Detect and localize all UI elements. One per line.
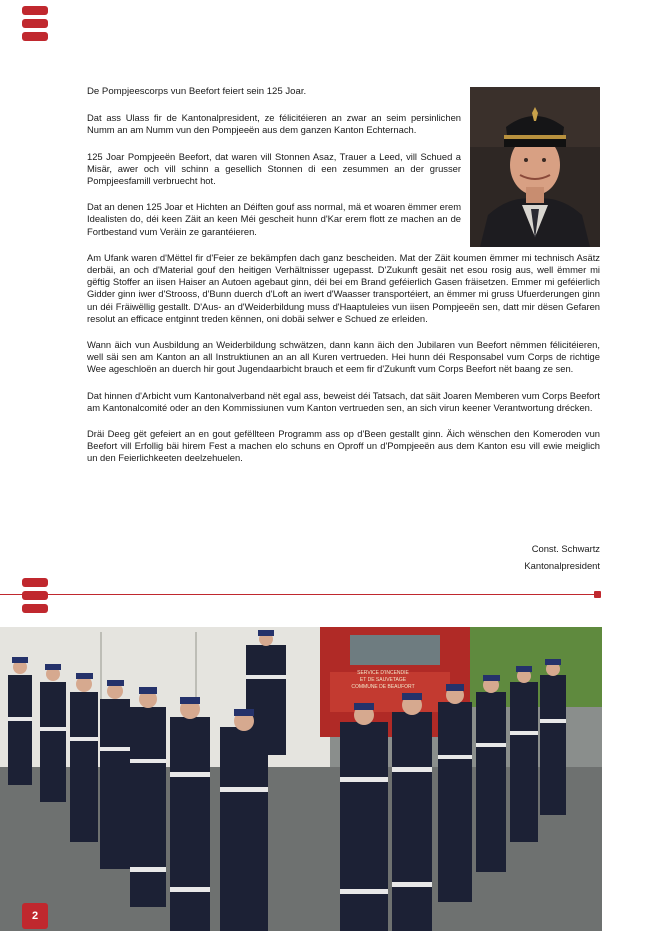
fire-brigade-group-photo — [0, 627, 602, 931]
signature-name: Const. Schwartz — [531, 543, 600, 554]
paragraph-3: Dat an denen 125 Joar et Hichten an Déiften gouf ass normal, mä et woaren ëmmer erem Idealisten do, déi keen Zäit an keen Méi gescheit hunn d'Kar erem flott ze machen an de Fortbestand vum Veräin ze garantéieren. — [87, 201, 461, 237]
paragraph-7: Dräi Deeg gët gefeiert an en gout gefëllteen Programm ass op d'Been gestallt ginn. Äich wënschen den Komeroden vun Beefort vill Erfollig bäi hirem Fest a machen elo schuns en Oproff un d'Pompjeeën aus dem Kanton esu vill ewie meiglich un den Feierlichkeeten deelzehuelen. — [87, 428, 600, 464]
paragraph-1: Dat ass Ulass fir de Kantonalpresident, ze félicitéieren an zwar an seim persinlichen Numm an am Numm vun den Pompjeeën aus dem ganzen Kanton Echternach. — [87, 112, 461, 136]
president-portrait-photo — [470, 87, 600, 247]
page-number: 2 — [22, 903, 48, 929]
truck-text-2: ET DE SAUVETAGE — [359, 677, 407, 683]
paragraph-4: Am Ufank waren d'Mëttel fir d'Feier ze bekämpfen dach ganz bescheiden. Mat der Zäit koumen ëmmer mi technisch Asätz derbäi, an och d'Material gouf den heitigen Verhältnisser ugepasst. D'Zukunft gesäit net esou rosig aus, well ëmmer mi gëftig Stoffer an iisen Haiser an Autoen agebaut ginn, déi bei em Brand geféierlich Gasen fräisetzen. Emmer mi geféierlich Gidder ginn iwer d'Strooss, d'Bunn duerch d'Loft an iwert d'Waasser transportéiert, an ëmmer mi gruss Ufuerderungen ginn un déi Fräiwëllig gestallt. D'Aus- an d'Weiderbildung muss d'Haaptuleies vun iisen Pompjeeën sen, datt mir dësen Gefaren resolut an efficace entginnt treden kënnen, oni dobäi selwer e Schued ze erleiden. — [87, 251, 600, 324]
truck-text-1: SERVICE D'INCENDIE — [357, 670, 409, 676]
section-mark — [22, 578, 48, 617]
page-corner-mark — [22, 6, 48, 45]
paragraph-2: 125 Joar Pompjeeën Beefort, dat waren vill Stonnen Asaz, Trauer a Leed, vill Schued a Misär, awer och vill schinn a gesellich Stonnen di een zesummen an der grusser Pompjeesfamill verbruecht hot. — [87, 150, 461, 187]
truck-text-3: COMMUNE DE BEAUFORT — [351, 684, 415, 690]
section-divider — [0, 594, 598, 595]
divider-end-dot — [594, 591, 601, 598]
signature-title: Kantonalpresident — [524, 560, 600, 571]
signature-block — [524, 540, 600, 574]
article-headline: De Pompjeescorps vun Beefort feiert sein 125 Joar. — [87, 86, 307, 97]
paragraph-5: Wann äich vun Ausbildung an Weiderbildung schwätzen, dann kann äich den Jubilaren vun Beefort nëmmen félicitéieren, well säi sen am Kanton an all Instruktiunen an an all Kuren vertrueden. Hei hunn déi Responsabel vum Corps de richtige Wee ageschloën an duerch hir gout Jugendaarbicht brauch et eem fir d'Zukunft vum Corps Beefort nët baang ze sen. — [87, 339, 600, 375]
paragraph-6: Dat hinnen d'Arbicht vum Kantonalverband nët egal ass, beweist déi Tatsach, dat säit Joaren Memberen vum Corps Beefort am Kantonalcomité oder an den Kommissiunen vum Kanton vertrueden sen, an sich virun keener Verantwortung drécken. — [87, 389, 600, 413]
